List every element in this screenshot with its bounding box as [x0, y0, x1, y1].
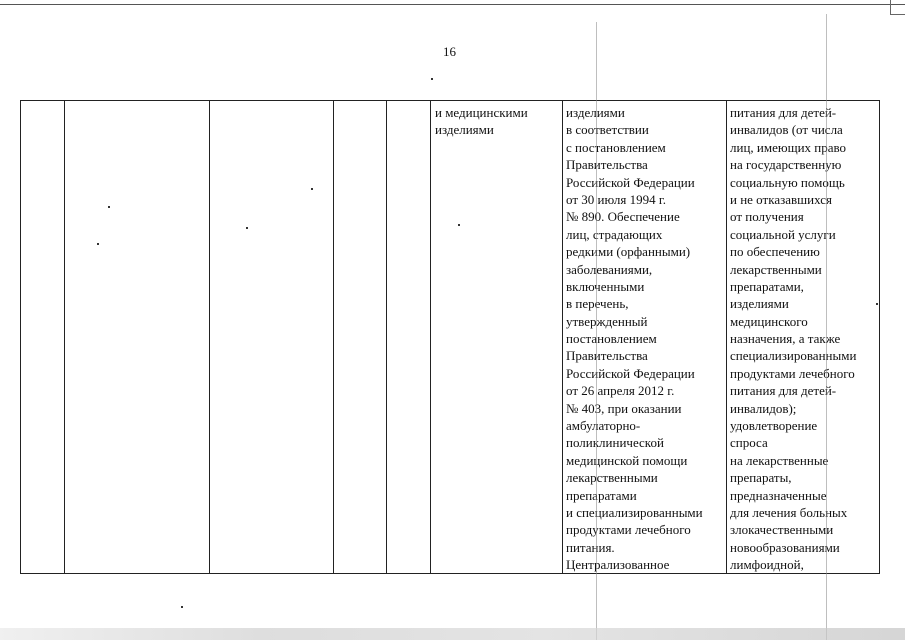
table-cell-col6: [566, 104, 703, 574]
cell-line: предназначенные: [730, 487, 827, 503]
cell-line: и не отказавшихся: [730, 191, 832, 207]
cell-line: лекарственными: [730, 261, 822, 277]
cell-line: по обеспечению: [730, 244, 820, 260]
cell-line: социальной услуги: [730, 226, 836, 242]
cell-line: от 30 июля 1994 г.: [566, 191, 666, 207]
cell-line: препаратами,: [730, 278, 804, 294]
cell-line: № 890. Обеспечение: [566, 209, 680, 225]
cell-line: лимфоидной,: [730, 557, 804, 573]
cell-line: утвержденный: [566, 313, 648, 329]
cell-line: амбулаторно-: [566, 418, 641, 434]
scan-top-edge: [0, 0, 905, 5]
cell-line: Российской Федерации: [566, 365, 695, 381]
scan-speck: [97, 243, 99, 245]
table-column-divider: [209, 100, 210, 574]
cell-line: в перечень,: [566, 296, 629, 312]
scan-speck: [108, 206, 110, 208]
scan-speck: [181, 606, 183, 608]
cell-line: включенными: [566, 278, 645, 294]
cell-line: питания.: [566, 539, 615, 555]
scan-speck: [431, 78, 433, 80]
scan-fold-line: [826, 14, 827, 640]
page-number: 16: [443, 44, 456, 59]
cell-line: назначения, а также: [730, 331, 841, 347]
cell-line: Российской Федерации: [566, 174, 695, 190]
cell-line: заболеваниями,: [566, 261, 653, 277]
cell-line: на государственную: [730, 157, 842, 173]
table-column-divider: [333, 100, 334, 574]
scan-speck: [876, 303, 878, 305]
cell-line: питания для детей-: [730, 383, 837, 399]
cell-line: продуктами лечебного: [730, 365, 855, 381]
cell-line: редкими (орфанными): [566, 244, 691, 260]
cell-line: питания для детей-: [730, 105, 837, 120]
cell-line: удовлетворение: [730, 418, 818, 434]
cell-line: от 26 апреля 2012 г.: [566, 383, 675, 399]
cell-line: и специализированными: [566, 504, 703, 520]
cell-line: лиц, имеющих право: [730, 139, 847, 155]
cell-line: медицинской помощи: [566, 452, 688, 468]
scan-corner-mark: [890, 0, 905, 15]
cell-line: злокачественными: [730, 522, 834, 538]
table-cell-col5: [435, 104, 528, 139]
cell-line: лиц, страдающих: [566, 226, 663, 242]
cell-line: на лекарственные: [730, 452, 829, 468]
cell-line: инвалидов);: [730, 400, 797, 416]
scan-speck: [311, 188, 313, 190]
cell-line: № 403, при оказании: [566, 400, 682, 416]
cell-line: изделиями: [435, 122, 494, 138]
cell-line: продуктами лечебного: [566, 522, 691, 538]
table-column-divider: [726, 100, 727, 574]
cell-line: инвалидов (от числа: [730, 122, 843, 138]
scan-speck: [246, 227, 248, 229]
cell-line: Правительства: [566, 157, 648, 173]
table-column-divider: [562, 100, 563, 574]
cell-line: изделиями: [566, 105, 625, 120]
cell-line: специализированными: [730, 348, 857, 364]
cell-line: поликлинической: [566, 435, 664, 451]
scan-fold-line: [596, 22, 597, 640]
cell-line: изделиями: [730, 296, 789, 312]
table-column-divider: [64, 100, 65, 574]
cell-line: препаратами: [566, 487, 637, 503]
cell-line: в соответствии: [566, 122, 649, 138]
cell-line: Правительства: [566, 348, 648, 364]
cell-line: лекарственными: [566, 470, 658, 486]
cell-line: постановлением: [566, 331, 657, 347]
scan-speck: [458, 224, 460, 226]
scan-bottom-strip: [0, 628, 905, 640]
cell-line: от получения: [730, 209, 804, 225]
table-cell-col7: [730, 104, 856, 574]
table-column-divider: [386, 100, 387, 574]
cell-line: и медицинскими: [435, 105, 528, 120]
cell-line: социальную помощь: [730, 174, 845, 190]
cell-line: для лечения больных: [730, 504, 848, 520]
cell-line: с постановлением: [566, 139, 666, 155]
cell-line: спроса: [730, 435, 768, 451]
cell-line: препараты,: [730, 470, 792, 486]
cell-line: новообразованиями: [730, 539, 840, 555]
table-column-divider: [430, 100, 431, 574]
cell-line: Централизованное: [566, 557, 670, 573]
cell-line: медицинского: [730, 313, 808, 329]
